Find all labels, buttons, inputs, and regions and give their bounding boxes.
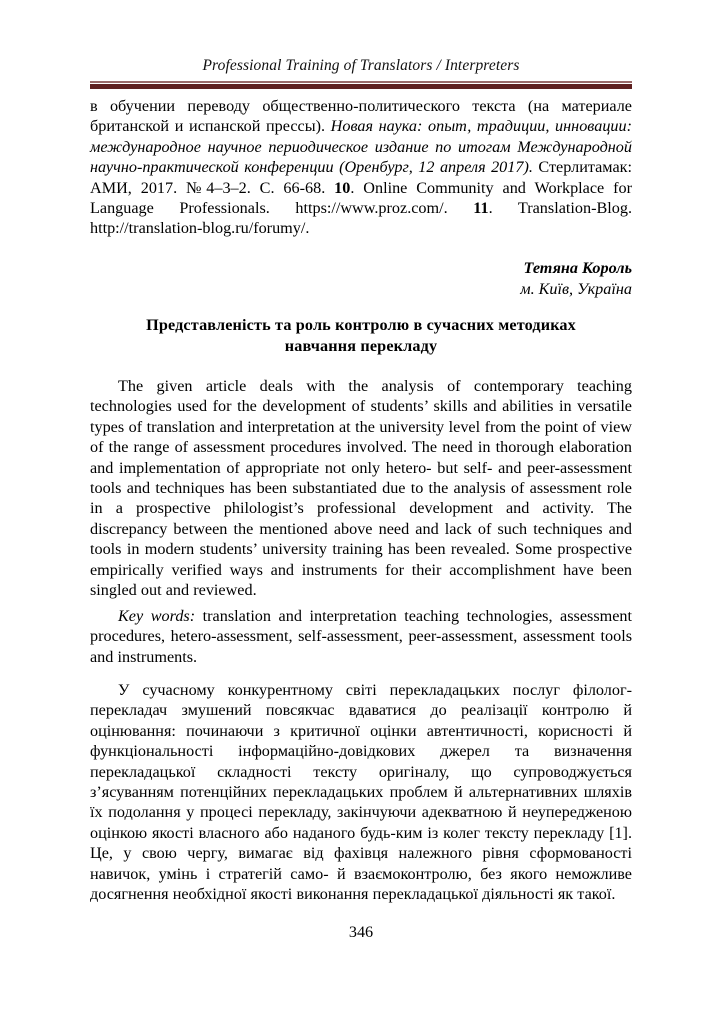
reference-line-plain-1: в обучении переводу общественно-политического текста (на материале британской и испанской прессы). [90, 97, 632, 136]
article-title-line-1: Представленість та роль контролю в сучасних методиках [146, 316, 576, 334]
references-tail-block [90, 96, 632, 239]
header-rule-thick [90, 84, 632, 89]
page-number: 346 [348, 923, 374, 941]
keywords-block [90, 606, 632, 667]
reference-number-11: 11 [473, 199, 489, 218]
body-paragraph-1: У сучасному конкурентному світі перекладацьких послуг філолог-перекладач змушений повсякчас вдаватися до реалізації контролю й оцінювання: починаючи з критичної оцінки автентичності, корисності й функціональності інформаційно-довідкових джерел та визначення перекладацької складності тексту оригіналу, що супроводжується з’ясуванням потенційних перекладацьких проблем й альтернативних шляхів їх подолання у процесі перекладу, закінчуючи адекватною й неупередженою оцінкою якості власного або наданого будь-ким із колег тексту перекладу [1]. Це, у свою чергу, вимагає від фахівця належного рівня сформованості навичок, умінь і стратегій само- й взаємоконтролю, без якого неможливе досягнення необхідної якості виконання перекладацької діяльності як такої. [90, 681, 632, 904]
running-header-title: Professional Training of Translators / Interpreters [202, 57, 520, 74]
abstract-paragraph: The given article deals with the analysis of contemporary teaching technologies used for the development of students’ skills and abilities in versatile types of translation and interpretation at the university level from the point of view of the range of assessment procedures involved. The need in thorough elaboration and implementation of appropriate not only hetero- but self- and peer-assessment tools and techniques has been substantiated due to the analysis of assessment role in a prospective philologist’s professional development and activity. The discrepancy between the mentioned above need and lack of such techniques and tools in modern students’ university training has been revealed. Some prospective empirically verified ways and instruments for their accomplishment have been singled out and reviewed. [90, 377, 632, 600]
reference-italic-source: Новая наука: опыт, традиции, инновации: международное научное периодическое издание по итогам Международной научно-практической конференции (Оренбург, 12 апреля 2017). [90, 117, 632, 177]
header-rule-group [90, 81, 632, 89]
reference-number-10: 10 [334, 178, 351, 197]
reference-line-plain-2: Стерлитамак: АМИ, 2017. №4–3–2. С. 66-68. [90, 158, 632, 197]
keywords-label: Key words: [118, 607, 196, 625]
keywords-text: translation and interpretation teaching technologies, assessment procedures, hetero-assessment, self-assessment, peer-assessment, assessment tools and instruments. [90, 607, 632, 666]
references-paragraph [90, 96, 632, 239]
reference-text-11: . Translation-Blog. http://translation-blog.ru/forumy/. [90, 199, 632, 238]
author-affiliation-city: м. Київ, Україна [520, 280, 632, 298]
keywords-paragraph [90, 606, 632, 667]
author-block [90, 258, 632, 300]
author-name: Тетяна Король [523, 259, 632, 277]
article-title [90, 315, 632, 357]
abstract-block [90, 376, 632, 600]
body-text-block [90, 680, 632, 904]
reference-text-10: . Online Community and Workplace for Language Professionals. https://www.proz.com/. [90, 178, 632, 218]
article-title-line-2: навчання перекладу [284, 337, 438, 355]
